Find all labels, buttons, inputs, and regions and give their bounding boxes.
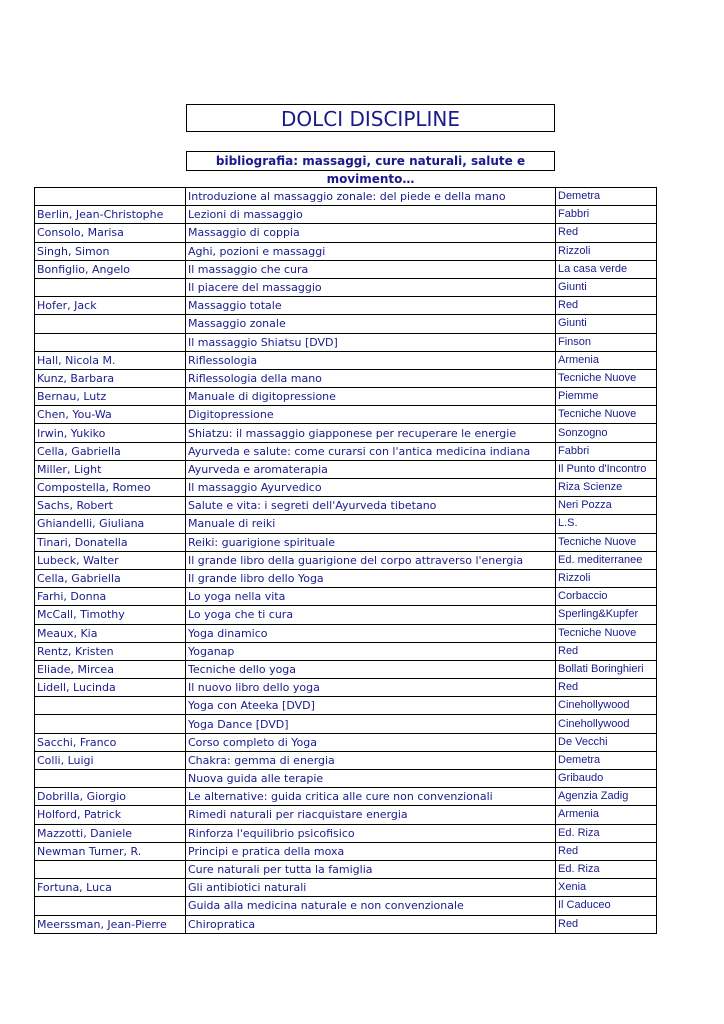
publisher-cell: L.S. [556, 515, 657, 533]
table-row [35, 278, 657, 296]
author-cell: Ghiandelli, Giuliana [35, 515, 186, 533]
author-cell [35, 697, 186, 715]
title-cell: Lo yoga nella vita [186, 588, 556, 606]
publisher-cell: Giunti [556, 278, 657, 296]
publisher-cell: De Vecchi [556, 733, 657, 751]
author-cell: McCall, Timothy [35, 606, 186, 624]
author-cell: Miller, Light [35, 460, 186, 478]
table-row [35, 751, 657, 769]
publisher-cell: Agenzia Zadig [556, 788, 657, 806]
publisher-cell: Demetra [556, 751, 657, 769]
publisher-cell: Cinehollywood [556, 697, 657, 715]
author-cell: Bonfiglio, Angelo [35, 260, 186, 278]
publisher-cell: La casa verde [556, 260, 657, 278]
publisher-cell: Red [556, 842, 657, 860]
publisher-cell: Tecniche Nuove [556, 533, 657, 551]
title-cell: Rimedi naturali per riacquistare energia [186, 806, 556, 824]
title-cell: Yoga dinamico [186, 624, 556, 642]
title-cell: Guida alla medicina naturale e non convenzionale [186, 897, 556, 915]
title-cell: Digitopressione [186, 406, 556, 424]
title-cell: Il grande libro della guarigione del corpo attraverso l'energia [186, 551, 556, 569]
author-cell: Irwin, Yukiko [35, 424, 186, 442]
title-cell: Il grande libro dello Yoga [186, 569, 556, 587]
table-row [35, 842, 657, 860]
table-row [35, 824, 657, 842]
title-cell: Shiatzu: il massaggio giapponese per recuperare le energie [186, 424, 556, 442]
title-cell: Ayurveda e salute: come curarsi con l'antica medicina indiana [186, 442, 556, 460]
author-cell [35, 188, 186, 206]
table-row [35, 879, 657, 897]
table-row [35, 206, 657, 224]
author-cell: Hofer, Jack [35, 297, 186, 315]
publisher-cell: Bollati Boringhieri [556, 660, 657, 678]
author-cell: Hall, Nicola M. [35, 351, 186, 369]
table-row [35, 569, 657, 587]
publisher-cell: Sonzogno [556, 424, 657, 442]
publisher-cell: Armenia [556, 351, 657, 369]
title-cell: Chiropratica [186, 915, 556, 933]
publisher-cell: Armenia [556, 806, 657, 824]
table-row [35, 315, 657, 333]
title-cell: Introduzione al massaggio zonale: del piede e della mano [186, 188, 556, 206]
publisher-cell: Il Caduceo [556, 897, 657, 915]
author-cell [35, 770, 186, 788]
publisher-cell: Ed. mediterranee [556, 551, 657, 569]
author-cell: Meerssman, Jean-Pierre [35, 915, 186, 933]
publisher-cell: Piemme [556, 388, 657, 406]
author-cell: Holford, Patrick [35, 806, 186, 824]
page-subtitle: bibliografia: massaggi, cure naturali, salute e movimento… [186, 151, 555, 171]
author-cell: Bernau, Lutz [35, 388, 186, 406]
table-row [35, 715, 657, 733]
title-cell: Massaggio zonale [186, 315, 556, 333]
title-cell: Il massaggio Shiatsu [DVD] [186, 333, 556, 351]
author-cell: Meaux, Kia [35, 624, 186, 642]
table-row [35, 860, 657, 878]
author-cell: Chen, You-Wa [35, 406, 186, 424]
author-cell: Lubeck, Walter [35, 551, 186, 569]
table-row [35, 660, 657, 678]
table-row [35, 479, 657, 497]
table-row [35, 188, 657, 206]
publisher-cell: Cinehollywood [556, 715, 657, 733]
table-row [35, 424, 657, 442]
title-cell: Manuale di digitopressione [186, 388, 556, 406]
table-row [35, 770, 657, 788]
author-cell: Sachs, Robert [35, 497, 186, 515]
table-row [35, 333, 657, 351]
author-cell: Sacchi, Franco [35, 733, 186, 751]
table-row [35, 897, 657, 915]
title-cell: Manuale di reiki [186, 515, 556, 533]
author-cell [35, 315, 186, 333]
title-cell: Yoga con Ateeka [DVD] [186, 697, 556, 715]
publisher-cell: Red [556, 297, 657, 315]
publisher-cell: Riza Scienze [556, 479, 657, 497]
table-row [35, 224, 657, 242]
table-row [35, 915, 657, 933]
author-cell: Eliade, Mircea [35, 660, 186, 678]
author-cell [35, 860, 186, 878]
author-cell: Tinari, Donatella [35, 533, 186, 551]
table-row [35, 497, 657, 515]
author-cell: Farhi, Donna [35, 588, 186, 606]
author-cell: Colli, Luigi [35, 751, 186, 769]
table-row [35, 697, 657, 715]
title-cell: Principi e pratica della moxa [186, 842, 556, 860]
publisher-cell: Sperling&Kupfer [556, 606, 657, 624]
table-row [35, 369, 657, 387]
publisher-cell: Red [556, 915, 657, 933]
publisher-cell: Tecniche Nuove [556, 369, 657, 387]
author-cell: Kunz, Barbara [35, 369, 186, 387]
publisher-cell: Red [556, 679, 657, 697]
author-cell [35, 897, 186, 915]
author-cell: Berlin, Jean-Christophe [35, 206, 186, 224]
author-cell: Consolo, Marisa [35, 224, 186, 242]
title-cell: Il massaggio Ayurvedico [186, 479, 556, 497]
publisher-cell: Demetra [556, 188, 657, 206]
title-cell: Tecniche dello yoga [186, 660, 556, 678]
publisher-cell: Rizzoli [556, 569, 657, 587]
publisher-cell: Giunti [556, 315, 657, 333]
bibliography-table [34, 187, 657, 934]
author-cell: Cella, Gabriella [35, 569, 186, 587]
publisher-cell: Fabbri [556, 442, 657, 460]
table-row [35, 515, 657, 533]
author-cell [35, 715, 186, 733]
author-cell [35, 333, 186, 351]
publisher-cell: Fabbri [556, 206, 657, 224]
title-cell: Lo yoga che ti cura [186, 606, 556, 624]
title-cell: Riflessologia della mano [186, 369, 556, 387]
publisher-cell: Tecniche Nuove [556, 406, 657, 424]
title-cell: Il nuovo libro dello yoga [186, 679, 556, 697]
table-row [35, 679, 657, 697]
title-cell: Il piacere del massaggio [186, 278, 556, 296]
publisher-cell: Ed. Riza [556, 824, 657, 842]
table-row [35, 442, 657, 460]
title-cell: Il massaggio che cura [186, 260, 556, 278]
author-cell: Compostella, Romeo [35, 479, 186, 497]
publisher-cell: Rizzoli [556, 242, 657, 260]
table-row [35, 733, 657, 751]
author-cell: Rentz, Kristen [35, 642, 186, 660]
table-row [35, 806, 657, 824]
table-row [35, 606, 657, 624]
title-cell: Riflessologia [186, 351, 556, 369]
author-cell: Singh, Simon [35, 242, 186, 260]
author-cell: Dobrilla, Giorgio [35, 788, 186, 806]
title-cell: Ayurveda e aromaterapia [186, 460, 556, 478]
table-row [35, 297, 657, 315]
title-cell: Aghi, pozioni e massaggi [186, 242, 556, 260]
page-title: DOLCI DISCIPLINE [186, 104, 555, 132]
title-cell: Yoga Dance [DVD] [186, 715, 556, 733]
title-cell: Nuova guida alle terapie [186, 770, 556, 788]
table-row [35, 260, 657, 278]
title-cell: Corso completo di Yoga [186, 733, 556, 751]
title-cell: Lezioni di massaggio [186, 206, 556, 224]
table-row [35, 351, 657, 369]
table-row [35, 588, 657, 606]
table-row [35, 406, 657, 424]
title-cell: Salute e vita: i segreti dell'Ayurveda tibetano [186, 497, 556, 515]
publisher-cell: Gribaudo [556, 770, 657, 788]
publisher-cell: Neri Pozza [556, 497, 657, 515]
publisher-cell: Corbaccio [556, 588, 657, 606]
table-row [35, 533, 657, 551]
title-cell: Chakra: gemma di energia [186, 751, 556, 769]
publisher-cell: Red [556, 642, 657, 660]
author-cell: Newman Turner, R. [35, 842, 186, 860]
publisher-cell: Red [556, 224, 657, 242]
table-row [35, 242, 657, 260]
title-cell: Gli antibiotici naturali [186, 879, 556, 897]
publisher-cell: Ed. Riza [556, 860, 657, 878]
title-cell: Reiki: guarigione spirituale [186, 533, 556, 551]
title-cell: Rinforza l'equilibrio psicofisico [186, 824, 556, 842]
author-cell: Cella, Gabriella [35, 442, 186, 460]
publisher-cell: Xenia [556, 879, 657, 897]
table-row [35, 788, 657, 806]
author-cell: Fortuna, Luca [35, 879, 186, 897]
author-cell: Mazzotti, Daniele [35, 824, 186, 842]
title-cell: Le alternative: guida critica alle cure non convenzionali [186, 788, 556, 806]
author-cell [35, 278, 186, 296]
publisher-cell: Finson [556, 333, 657, 351]
table-row [35, 460, 657, 478]
publisher-cell: Tecniche Nuove [556, 624, 657, 642]
table-row [35, 551, 657, 569]
table-row [35, 388, 657, 406]
table-row [35, 624, 657, 642]
table-row [35, 642, 657, 660]
title-cell: Massaggio totale [186, 297, 556, 315]
author-cell: Lidell, Lucinda [35, 679, 186, 697]
title-cell: Cure naturali per tutta la famiglia [186, 860, 556, 878]
publisher-cell: Il Punto d'Incontro [556, 460, 657, 478]
bibliography-body [35, 188, 657, 934]
title-cell: Yoganap [186, 642, 556, 660]
title-cell: Massaggio di coppia [186, 224, 556, 242]
